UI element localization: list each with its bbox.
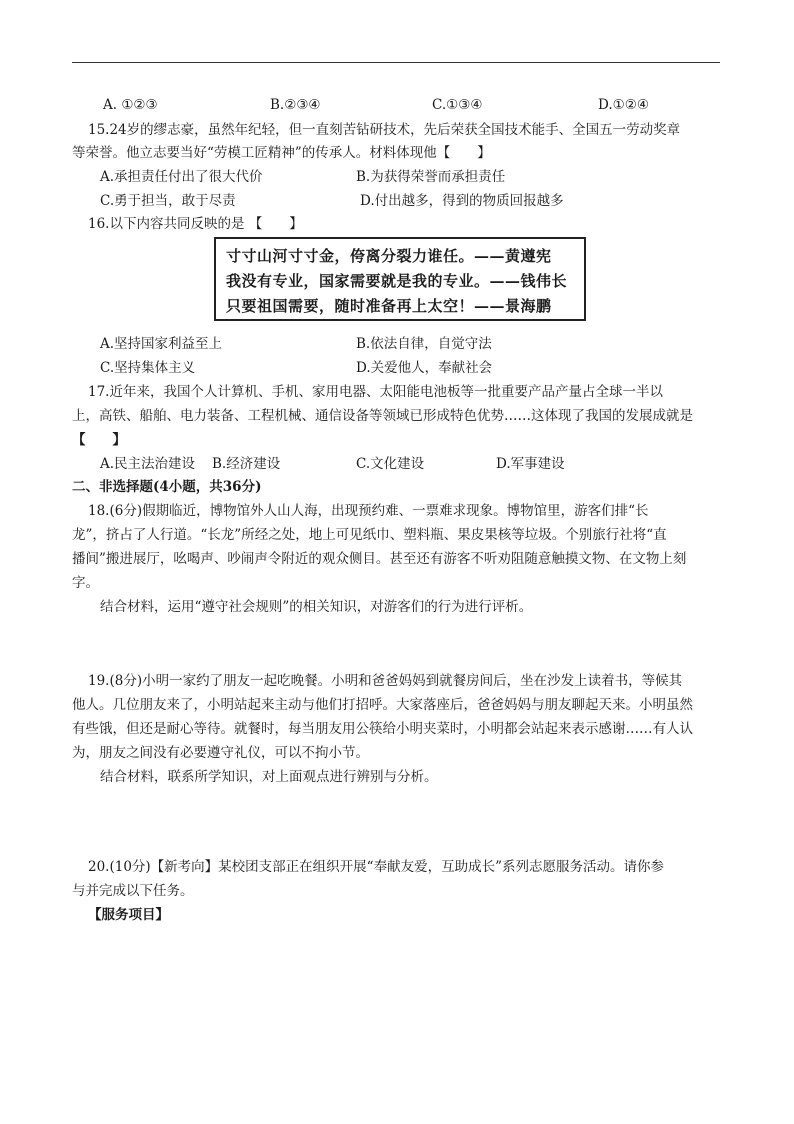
q18-line2: 龙”，挤占了人行道。“长龙”所经之处，地上可见纸巾、塑料瓶、果皮果核等垃圾。个别旅行社将“直 [72,527,667,543]
q15-option-d: D.付出越多，得到的物质回报越多 [360,193,564,209]
q20-service-heading: 【服务项目】 [88,907,169,923]
q17-stem-line1: 17.近年来，我国个人计算机、手机、家用电器、太阳能电池板等一批重要产品产量占全球一半以 [88,384,663,400]
q16-quote-box [214,237,586,321]
q17-option-d: D.军事建设 [496,456,565,472]
q14-option-b: B.②③④ [270,97,321,113]
section2-title: 二、非选择题(4小题，共36分) [72,479,262,495]
q17-option-c: C.文化建设 [356,456,425,472]
q17-stem-line3: 【 】 [72,432,126,448]
q16-quote-2: 我没有专业，国家需要就是我的专业。——钱伟长 [226,272,568,290]
q15-option-a: A.承担责任付出了很大代价 [100,169,263,185]
q19-line4: 为，朋友之间没有必要遵守礼仪，可以不拘小节。 [72,745,369,761]
q14-option-d: D.①②④ [598,97,649,113]
q19-line1: 19.(8分)小明一家约了朋友一起吃晚餐。小明和爸爸妈妈到就餐房间后，坐在沙发上读着书，等候其 [88,673,683,689]
q14-option-a: A. ①②③ [103,97,158,113]
q18-task: 结合材料，运用“遵守社会规则”的相关知识，对游客们的行为进行评析。 [100,599,533,615]
q15-option-c: C.勇于担当，敢于尽责 [100,193,236,209]
q20-line2: 与并完成以下任务。 [72,883,194,899]
q16-stem: 16.以下内容共同反映的是 【 】 [88,216,303,232]
q16-option-c: C.坚持集体主义 [100,360,196,376]
q19-line3: 有些饿，但还是耐心等待。就餐时，每当朋友用公筷给小明夹菜时，小明都会站起来表示感谢……有人认 [72,721,693,737]
q16-option-b: B.依法自律，自觉守法 [356,336,492,352]
q16-quote-1: 寸寸山河寸寸金，侉离分裂力谁任。——黄遵宪 [226,247,552,265]
header-rule [72,62,720,63]
q18-line4: 字。 [72,575,99,591]
q19-task: 结合材料，联系所学知识，对上面观点进行辨别与分析。 [100,769,438,785]
q14-option-c: C.①③④ [432,97,483,113]
q15-stem-line2: 等荣誉。他立志要当好“劳模工匠精神”的传承人。材料体现他【 】 [72,145,491,161]
q17-stem-line2: 上，高铁、船舶、电力装备、工程机械、通信设备等领域已形成特色优势……这体现了我国的发展成就是 [72,408,693,424]
q15-option-b: B.为获得荣誉而承担责任 [356,169,506,185]
q18-line1: 18.(6分)假期临近，博物馆外人山人海，出现预约难、一票难求现象。博物馆里，游客们排“长 [88,503,649,519]
q20-line1: 20.(10分)【新考向】某校团支部正在组织开展“奉献友爱，互助成长”系列志愿服务活动。请你参 [88,859,664,875]
q16-quote-3: 只要祖国需要，随时准备再上太空！——景海鹏 [226,297,552,315]
q15-stem-line1: 15.24岁的缪志豪，虽然年纪轻，但一直刻苦钻研技术，先后荣获全国技术能手、全国五一劳动奖章 [88,122,681,138]
q18-line3: 播间”搬进展厅，吆喝声、吵闹声令附近的观众侧目。甚至还有游客不听劝阻随意触摸文物、在文物上刻 [72,551,687,567]
q17-option-a: A.民主法治建设 [100,456,196,472]
q19-line2: 他人。几位朋友来了，小明站起来主动与他们打招呼。大家落座后，爸爸妈妈与朋友聊起天来。小明虽然 [72,697,693,713]
q16-option-d: D.关爱他人，奉献社会 [356,360,493,376]
q16-option-a: A.坚持国家利益至上 [100,336,223,352]
q17-option-b: B.经济建设 [212,456,281,472]
